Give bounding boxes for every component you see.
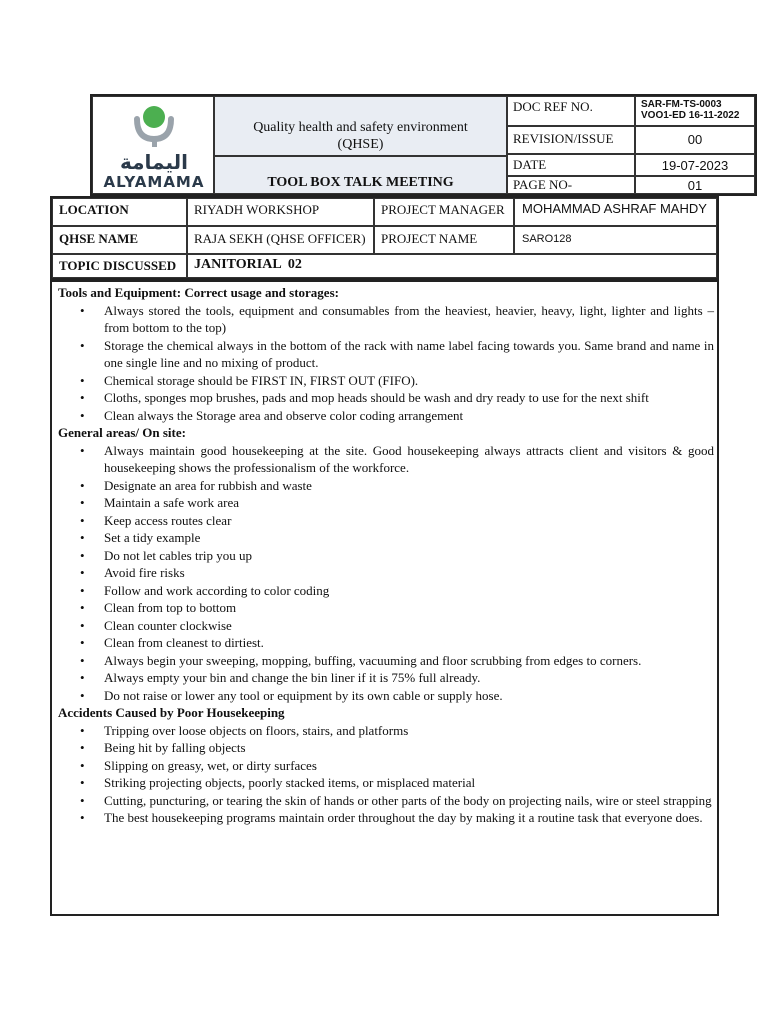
form-title-cell bbox=[214, 156, 507, 194]
bullet-icon: • bbox=[80, 547, 85, 563]
bullet-icon: • bbox=[80, 810, 85, 825]
revision-label-cell bbox=[507, 126, 635, 154]
page-value-cell bbox=[635, 176, 755, 194]
page-label-cell bbox=[507, 176, 635, 194]
bullet-icon: • bbox=[80, 740, 85, 755]
location-value-cell bbox=[187, 198, 374, 226]
project-name-value-cell bbox=[514, 226, 717, 254]
list-item bbox=[58, 547, 714, 565]
bullet-icon: • bbox=[80, 617, 85, 633]
bullet-icon: • bbox=[80, 687, 85, 703]
bullet-icon: • bbox=[80, 600, 85, 615]
list-item-text: Avoid fire risks bbox=[104, 565, 185, 580]
list-item bbox=[58, 529, 714, 547]
list-item bbox=[58, 407, 714, 425]
topic-value-cell bbox=[187, 254, 717, 278]
bullet-icon: • bbox=[80, 775, 85, 790]
list-item-text: Clean from cleanest to dirtiest. bbox=[104, 635, 264, 650]
location-value: RIYADH WORKSHOP bbox=[194, 202, 320, 217]
location-label: LOCATION bbox=[59, 202, 129, 217]
location-label-cell bbox=[52, 198, 187, 226]
revision-value: 00 bbox=[687, 132, 703, 147]
doc-title-line1: Quality health and safety environment bbox=[253, 120, 468, 135]
bullet-icon: • bbox=[80, 635, 85, 650]
list-item bbox=[58, 757, 714, 775]
list-item-text: Keep access routes clear bbox=[104, 512, 232, 528]
section-heading: Tools and Equipment: Correct usage and storages: bbox=[58, 285, 339, 300]
meeting-info-table bbox=[50, 196, 719, 280]
bullet-icon: • bbox=[80, 495, 85, 510]
bullet-icon: • bbox=[80, 337, 85, 353]
qhse-value-cell bbox=[187, 226, 374, 254]
list-item bbox=[58, 494, 714, 512]
list-item bbox=[58, 722, 714, 740]
list-item bbox=[58, 477, 714, 495]
bullet-list bbox=[58, 302, 714, 425]
qhse-label-cell bbox=[52, 226, 187, 254]
project-name-label-cell bbox=[374, 226, 514, 254]
revision-value-cell bbox=[635, 126, 755, 154]
date-label: DATE bbox=[513, 157, 547, 172]
list-item bbox=[58, 652, 714, 670]
list-item-text: Always empty your bin and change the bin liner if it is 75% full already. bbox=[104, 670, 481, 685]
list-item-text: Always maintain good housekeeping at the site. Good housekeeping always attracts client and visitors & good housekeeping shows the professionalism of the workforce. bbox=[104, 442, 714, 475]
bullet-list bbox=[58, 442, 714, 705]
list-item-text: Slipping on greasy, wet, or dirty surfaces bbox=[104, 757, 317, 773]
project-name-value: SARO128 bbox=[522, 233, 572, 245]
doc-ref-value-2: VOO1-ED 16-11-2022 bbox=[641, 110, 740, 121]
list-item bbox=[58, 687, 714, 705]
list-item-text: Do not raise or lower any tool or equipment by its own cable or supply hose. bbox=[104, 687, 503, 703]
doc-ref-value-cell bbox=[635, 96, 755, 126]
list-item-text: Striking projecting objects, poorly stacked items, or misplaced material bbox=[104, 775, 476, 790]
list-item-text: Maintain a safe work area bbox=[104, 495, 239, 510]
list-item bbox=[58, 617, 714, 635]
list-item bbox=[58, 599, 714, 617]
bullet-icon: • bbox=[80, 757, 85, 773]
list-item-text: Tripping over loose objects on floors, stairs, and platforms bbox=[104, 722, 409, 738]
qhse-label: QHSE NAME bbox=[59, 231, 139, 246]
list-item-text: Clean counter clockwise bbox=[104, 617, 232, 633]
list-item-text: Set a tidy example bbox=[104, 530, 201, 545]
list-item-text: Cloths, sponges mop brushes, pads and mop heads should be wash and dry ready to use for the next shift bbox=[104, 390, 649, 405]
bullet-icon: • bbox=[80, 372, 85, 388]
list-item bbox=[58, 442, 714, 477]
revision-label: REVISION/ISSUE bbox=[513, 131, 614, 146]
document-header bbox=[90, 94, 757, 196]
list-item-text: Designate an area for rubbish and waste bbox=[104, 477, 312, 493]
list-item bbox=[58, 564, 714, 582]
list-item bbox=[58, 792, 714, 810]
pm-value: MOHAMMAD ASHRAF MAHDY bbox=[522, 201, 707, 216]
bullet-icon: • bbox=[80, 442, 85, 458]
pm-label: PROJECT MANAGER bbox=[381, 202, 505, 217]
list-item-text: Storage the chemical always in the bottom of the rack with name label facing towards you. Same brand and name in one single line and no mixing of product. bbox=[104, 337, 714, 370]
section-heading: General areas/ On site: bbox=[58, 425, 186, 440]
pm-label-cell bbox=[374, 198, 514, 226]
list-item-text: Clean from top to bottom bbox=[104, 600, 237, 615]
topic-label: TOPIC DISCUSSED bbox=[59, 258, 177, 273]
list-item-text: Clean always the Storage area and observe color coding arrangement bbox=[104, 407, 464, 423]
list-item bbox=[58, 739, 714, 757]
doc-title-line2: (QHSE) bbox=[337, 137, 384, 152]
list-item-text: Cutting, puncturing, or tearing the skin of hands or other parts of the body on projecting nails, wire or steel strapping bbox=[104, 792, 712, 808]
date-value-cell bbox=[635, 154, 755, 176]
bullet-icon: • bbox=[80, 565, 85, 580]
list-item bbox=[58, 582, 714, 600]
list-item-text: Always stored the tools, equipment and consumables from the heaviest, heavier, heavy, light, lighter and lights – from bottom to the top) bbox=[104, 302, 714, 335]
bullet-icon: • bbox=[80, 722, 85, 738]
bullet-list bbox=[58, 722, 714, 827]
list-item-text: Follow and work according to color coding bbox=[104, 582, 330, 598]
page-label: PAGE NO- bbox=[513, 177, 573, 192]
doc-ref-label-cell bbox=[507, 96, 635, 126]
bullet-icon: • bbox=[80, 390, 85, 405]
bullet-icon: • bbox=[80, 302, 85, 318]
list-item bbox=[58, 372, 714, 390]
list-item-text: Chemical storage should be FIRST IN, FIRST OUT (FIFO). bbox=[104, 372, 419, 388]
list-item bbox=[58, 302, 714, 337]
bullet-icon: • bbox=[80, 512, 85, 528]
list-item bbox=[58, 774, 714, 792]
date-label-cell bbox=[507, 154, 635, 176]
doc-title-cell bbox=[214, 96, 507, 156]
bullet-icon: • bbox=[80, 792, 85, 808]
list-item bbox=[58, 669, 714, 687]
doc-ref-value-1: SAR-FM-TS-0003 bbox=[641, 99, 722, 110]
pm-value-cell bbox=[514, 198, 717, 226]
discussion-body bbox=[50, 280, 719, 916]
list-item bbox=[58, 809, 714, 827]
section-heading: Accidents Caused by Poor Housekeeping bbox=[58, 705, 285, 720]
bullet-icon: • bbox=[80, 670, 85, 685]
bullet-icon: • bbox=[80, 530, 85, 545]
topic-value: JANITORIAL 02 bbox=[194, 257, 302, 272]
bullet-icon: • bbox=[80, 407, 85, 423]
list-item bbox=[58, 512, 714, 530]
list-item-text: The best housekeeping programs maintain order throughout the day by making it a routine task that everyone does. bbox=[104, 810, 703, 825]
page-value: 01 bbox=[687, 178, 703, 193]
qhse-value: RAJA SEKH (QHSE OFFICER) bbox=[194, 231, 366, 246]
list-item bbox=[58, 389, 714, 407]
list-item-text: Being hit by falling objects bbox=[104, 740, 246, 755]
logo-latin-text: ALYAMAMA bbox=[103, 173, 205, 191]
list-item bbox=[58, 634, 714, 652]
bullet-icon: • bbox=[80, 582, 85, 598]
bullet-icon: • bbox=[80, 652, 85, 668]
bullet-icon: • bbox=[80, 477, 85, 493]
list-item-text: Always begin your sweeping, mopping, buffing, vacuuming and floor scrubbing from edges to corners. bbox=[104, 652, 642, 668]
discussion-content bbox=[58, 284, 714, 827]
form-title: TOOL BOX TALK MEETING bbox=[267, 175, 454, 190]
topic-label-cell bbox=[52, 254, 187, 278]
logo-arabic-text: اليمامة bbox=[120, 150, 188, 174]
logo-cell bbox=[92, 96, 214, 194]
project-name-label: PROJECT NAME bbox=[381, 231, 478, 246]
list-item bbox=[58, 337, 714, 372]
date-value: 19-07-2023 bbox=[661, 158, 729, 173]
doc-ref-label: DOC REF NO. bbox=[513, 99, 593, 114]
list-item-text: Do not let cables trip you up bbox=[104, 547, 253, 563]
